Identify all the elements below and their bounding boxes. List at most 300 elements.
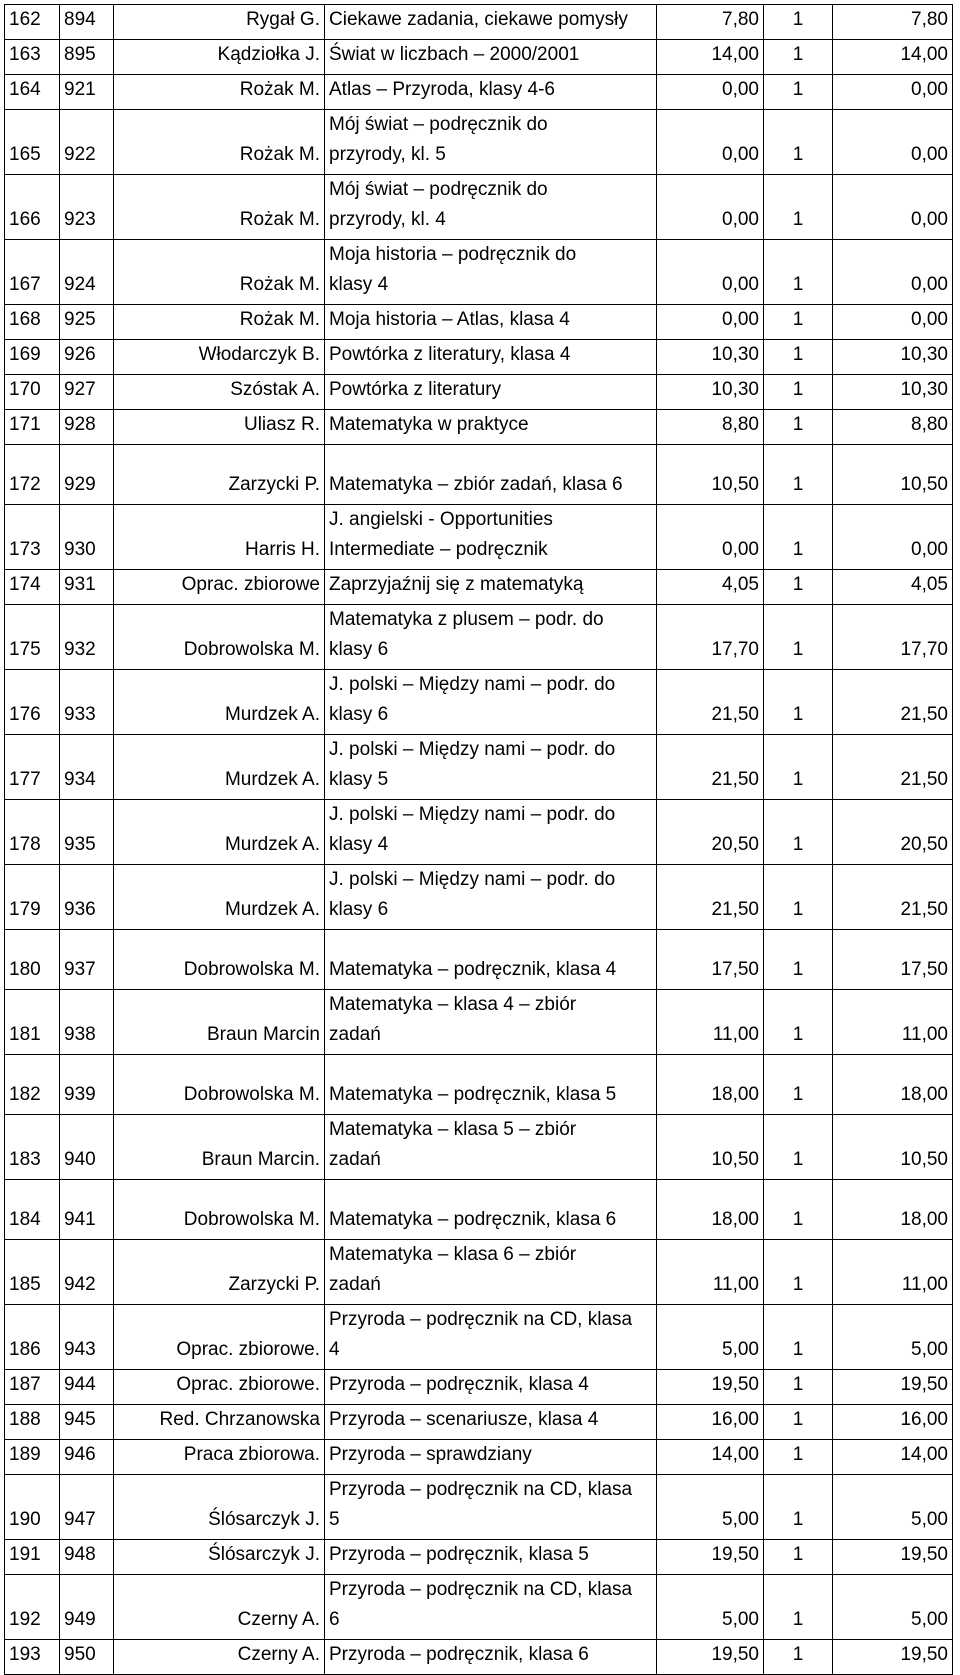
row-title-line: klasy 5 xyxy=(329,769,389,790)
row-title-cell xyxy=(325,5,657,40)
row-author-cell: Red. Chrzanowska xyxy=(114,1405,325,1440)
row-author-cell: Uliasz R. xyxy=(114,410,325,445)
row-lp-cell: 167 xyxy=(5,240,60,305)
row-price-cell: 11,00 xyxy=(657,1240,764,1305)
row-title-cell xyxy=(325,1370,657,1405)
row-lp-cell: 178 xyxy=(5,800,60,865)
row-price-cell: 5,00 xyxy=(657,1575,764,1640)
row-lp-cell: 180 xyxy=(5,930,60,990)
row-title-cell xyxy=(325,570,657,605)
row-title-cell xyxy=(325,505,657,570)
row-title-line: Przyroda – podręcznik na CD, klasa xyxy=(329,1579,633,1600)
row-value-cell: 17,70 xyxy=(833,605,953,670)
row-quantity-cell: 1 xyxy=(764,1575,833,1640)
row-lp-cell: 172 xyxy=(5,445,60,505)
row-title-cell xyxy=(325,1540,657,1575)
table-row xyxy=(5,1575,953,1640)
row-value-cell: 7,80 xyxy=(833,5,953,40)
row-quantity-cell: 1 xyxy=(764,1055,833,1115)
row-title-cell xyxy=(325,305,657,340)
row-quantity-cell: 1 xyxy=(764,1405,833,1440)
row-author-cell: Włodarczyk B. xyxy=(114,340,325,375)
row-title-line: przyrody, kl. 4 xyxy=(329,209,446,230)
row-title-line: Matematyka – klasa 6 – zbiór xyxy=(329,1244,577,1265)
row-price-cell: 14,00 xyxy=(657,40,764,75)
row-author-cell: Harris H. xyxy=(114,505,325,570)
row-title-line: Matematyka z plusem – podr. do xyxy=(329,609,604,630)
row-title-line: Przyroda – podręcznik, klasa 6 xyxy=(329,1644,589,1665)
row-price-cell: 21,50 xyxy=(657,735,764,800)
row-value-cell: 0,00 xyxy=(833,110,953,175)
row-inventory-number-cell: 937 xyxy=(60,930,114,990)
row-title-line: Przyroda – scenariusze, klasa 4 xyxy=(329,1409,599,1430)
row-inventory-number-cell: 936 xyxy=(60,865,114,930)
row-price-cell: 21,50 xyxy=(657,865,764,930)
row-quantity-cell: 1 xyxy=(764,930,833,990)
row-value-cell: 19,50 xyxy=(833,1640,953,1675)
row-author-cell: Rożak M. xyxy=(114,110,325,175)
row-title-cell xyxy=(325,670,657,735)
row-title-line: Moja historia – podręcznik do xyxy=(329,244,577,265)
row-author-cell: Oprac. zbiorowe. xyxy=(114,1370,325,1405)
row-quantity-cell: 1 xyxy=(764,1115,833,1180)
row-value-cell: 10,30 xyxy=(833,375,953,410)
row-author-cell: Rożak M. xyxy=(114,175,325,240)
row-quantity-cell: 1 xyxy=(764,605,833,670)
table-row xyxy=(5,930,953,990)
row-lp-cell: 183 xyxy=(5,1115,60,1180)
row-title-line: Przyroda – podręcznik na CD, klasa xyxy=(329,1479,633,1500)
row-title-cell xyxy=(325,865,657,930)
row-lp-cell: 164 xyxy=(5,75,60,110)
table-row xyxy=(5,1540,953,1575)
row-title-line: J. polski – Między nami – podr. do xyxy=(329,804,616,825)
row-inventory-number-cell: 932 xyxy=(60,605,114,670)
table-row xyxy=(5,1440,953,1475)
row-author-cell: Czerny A. xyxy=(114,1640,325,1675)
row-lp-cell: 188 xyxy=(5,1405,60,1440)
row-value-cell: 14,00 xyxy=(833,40,953,75)
row-quantity-cell: 1 xyxy=(764,670,833,735)
row-title-line: Mój świat – podręcznik do xyxy=(329,114,548,135)
row-title-cell xyxy=(325,1475,657,1540)
table-row xyxy=(5,1405,953,1440)
row-value-cell: 21,50 xyxy=(833,865,953,930)
row-lp-cell: 170 xyxy=(5,375,60,410)
table-row xyxy=(5,1240,953,1305)
row-author-cell: Dobrowolska M. xyxy=(114,1180,325,1240)
row-lp-cell: 166 xyxy=(5,175,60,240)
row-value-cell: 5,00 xyxy=(833,1575,953,1640)
row-title-cell xyxy=(325,375,657,410)
row-quantity-cell: 1 xyxy=(764,865,833,930)
row-title-line: klasy 4 xyxy=(329,274,389,295)
row-quantity-cell: 1 xyxy=(764,1540,833,1575)
row-title-line: Matematyka – podręcznik, klasa 5 xyxy=(329,1084,617,1105)
row-title-cell xyxy=(325,410,657,445)
row-value-cell: 17,50 xyxy=(833,930,953,990)
row-value-cell: 16,00 xyxy=(833,1405,953,1440)
row-quantity-cell: 1 xyxy=(764,110,833,175)
row-title-cell xyxy=(325,175,657,240)
row-author-cell: Rożak M. xyxy=(114,240,325,305)
row-price-cell: 0,00 xyxy=(657,240,764,305)
row-inventory-number-cell: 943 xyxy=(60,1305,114,1370)
row-author-cell: Braun Marcin xyxy=(114,990,325,1055)
row-author-cell: Dobrowolska M. xyxy=(114,1055,325,1115)
row-author-cell: Oprac. zbiorowe. xyxy=(114,1305,325,1370)
inventory-table-body xyxy=(5,5,953,1675)
row-price-cell: 19,50 xyxy=(657,1540,764,1575)
row-quantity-cell: 1 xyxy=(764,340,833,375)
row-inventory-number-cell: 947 xyxy=(60,1475,114,1540)
row-title-line: J. polski – Między nami – podr. do xyxy=(329,869,616,890)
row-value-cell: 19,50 xyxy=(833,1540,953,1575)
row-price-cell: 10,50 xyxy=(657,1115,764,1180)
row-price-cell: 0,00 xyxy=(657,75,764,110)
row-inventory-number-cell: 933 xyxy=(60,670,114,735)
row-lp-cell: 162 xyxy=(5,5,60,40)
row-price-cell: 0,00 xyxy=(657,505,764,570)
row-lp-cell: 171 xyxy=(5,410,60,445)
row-value-cell: 0,00 xyxy=(833,505,953,570)
row-value-cell: 5,00 xyxy=(833,1305,953,1370)
row-inventory-number-cell: 925 xyxy=(60,305,114,340)
row-inventory-number-cell: 948 xyxy=(60,1540,114,1575)
row-lp-cell: 173 xyxy=(5,505,60,570)
row-author-cell: Murdzek A. xyxy=(114,670,325,735)
row-quantity-cell: 1 xyxy=(764,1305,833,1370)
row-price-cell: 10,30 xyxy=(657,375,764,410)
row-quantity-cell: 1 xyxy=(764,175,833,240)
table-row xyxy=(5,75,953,110)
row-title-line: Matematyka – klasa 5 – zbiór xyxy=(329,1119,577,1140)
row-quantity-cell: 1 xyxy=(764,735,833,800)
row-title-line: Matematyka – zbiór zadań, klasa 6 xyxy=(329,474,623,495)
row-price-cell: 0,00 xyxy=(657,110,764,175)
row-price-cell: 18,00 xyxy=(657,1180,764,1240)
row-title-line: J. polski – Między nami – podr. do xyxy=(329,674,616,695)
row-price-cell: 19,50 xyxy=(657,1370,764,1405)
row-value-cell: 18,00 xyxy=(833,1055,953,1115)
row-title-line: J. angielski - Opportunities xyxy=(329,509,553,530)
row-value-cell: 11,00 xyxy=(833,990,953,1055)
table-row xyxy=(5,375,953,410)
row-lp-cell: 187 xyxy=(5,1370,60,1405)
row-title-cell xyxy=(325,1405,657,1440)
row-inventory-number-cell: 945 xyxy=(60,1405,114,1440)
row-inventory-number-cell: 946 xyxy=(60,1440,114,1475)
row-author-cell: Ślósarczyk J. xyxy=(114,1475,325,1540)
table-row xyxy=(5,340,953,375)
row-title-cell xyxy=(325,1240,657,1305)
row-title-cell xyxy=(325,990,657,1055)
row-lp-cell: 169 xyxy=(5,340,60,375)
row-inventory-number-cell: 928 xyxy=(60,410,114,445)
row-inventory-number-cell: 921 xyxy=(60,75,114,110)
row-price-cell: 11,00 xyxy=(657,990,764,1055)
row-title-cell xyxy=(325,40,657,75)
row-title-cell xyxy=(325,1180,657,1240)
row-title-cell xyxy=(325,1640,657,1675)
row-title-line: klasy 6 xyxy=(329,704,389,725)
row-quantity-cell: 1 xyxy=(764,1640,833,1675)
row-quantity-cell: 1 xyxy=(764,75,833,110)
row-inventory-number-cell: 949 xyxy=(60,1575,114,1640)
row-author-cell: Rygał G. xyxy=(114,5,325,40)
table-row xyxy=(5,990,953,1055)
row-value-cell: 0,00 xyxy=(833,75,953,110)
row-author-cell: Kądziołka J. xyxy=(114,40,325,75)
row-author-cell: Dobrowolska M. xyxy=(114,605,325,670)
row-inventory-number-cell: 939 xyxy=(60,1055,114,1115)
row-inventory-number-cell: 927 xyxy=(60,375,114,410)
row-inventory-number-cell: 923 xyxy=(60,175,114,240)
row-title-cell xyxy=(325,1440,657,1475)
row-price-cell: 18,00 xyxy=(657,1055,764,1115)
row-title-line: Atlas – Przyroda, klasy 4-6 xyxy=(329,79,555,100)
row-title-cell xyxy=(325,75,657,110)
row-value-cell: 11,00 xyxy=(833,1240,953,1305)
row-inventory-number-cell: 944 xyxy=(60,1370,114,1405)
row-title-cell xyxy=(325,930,657,990)
row-lp-cell: 184 xyxy=(5,1180,60,1240)
row-quantity-cell: 1 xyxy=(764,1370,833,1405)
row-author-cell: Murdzek A. xyxy=(114,800,325,865)
row-lp-cell: 175 xyxy=(5,605,60,670)
row-title-cell xyxy=(325,735,657,800)
row-value-cell: 0,00 xyxy=(833,175,953,240)
row-author-cell: Murdzek A. xyxy=(114,735,325,800)
row-quantity-cell: 1 xyxy=(764,305,833,340)
row-inventory-number-cell: 930 xyxy=(60,505,114,570)
row-value-cell: 20,50 xyxy=(833,800,953,865)
table-row xyxy=(5,410,953,445)
row-title-line: Przyroda – podręcznik, klasa 5 xyxy=(329,1544,589,1565)
table-row xyxy=(5,1640,953,1675)
row-value-cell: 5,00 xyxy=(833,1475,953,1540)
row-title-line: klasy 6 xyxy=(329,899,389,920)
table-row xyxy=(5,40,953,75)
row-price-cell: 10,50 xyxy=(657,445,764,505)
row-price-cell: 19,50 xyxy=(657,1640,764,1675)
row-inventory-number-cell: 950 xyxy=(60,1640,114,1675)
table-row xyxy=(5,240,953,305)
row-quantity-cell: 1 xyxy=(764,570,833,605)
row-author-cell: Rożak M. xyxy=(114,75,325,110)
row-title-line: Przyroda – podręcznik na CD, klasa xyxy=(329,1309,633,1330)
row-price-cell: 14,00 xyxy=(657,1440,764,1475)
row-price-cell: 5,00 xyxy=(657,1305,764,1370)
row-author-cell: Zarzycki P. xyxy=(114,445,325,505)
inventory-table xyxy=(4,4,953,1675)
row-title-line: zadań xyxy=(329,1024,381,1045)
row-quantity-cell: 1 xyxy=(764,1475,833,1540)
table-row xyxy=(5,5,953,40)
row-price-cell: 17,50 xyxy=(657,930,764,990)
row-quantity-cell: 1 xyxy=(764,990,833,1055)
row-title-line: Świat w liczbach – 2000/2001 xyxy=(329,44,580,65)
row-inventory-number-cell: 929 xyxy=(60,445,114,505)
row-quantity-cell: 1 xyxy=(764,800,833,865)
row-price-cell: 16,00 xyxy=(657,1405,764,1440)
row-price-cell: 0,00 xyxy=(657,305,764,340)
row-author-cell: Zarzycki P. xyxy=(114,1240,325,1305)
table-row xyxy=(5,445,953,505)
row-inventory-number-cell: 894 xyxy=(60,5,114,40)
row-price-cell: 8,80 xyxy=(657,410,764,445)
row-title-cell xyxy=(325,1115,657,1180)
row-value-cell: 10,50 xyxy=(833,1115,953,1180)
row-quantity-cell: 1 xyxy=(764,1440,833,1475)
row-lp-cell: 176 xyxy=(5,670,60,735)
table-row xyxy=(5,110,953,175)
row-lp-cell: 181 xyxy=(5,990,60,1055)
row-title-cell xyxy=(325,240,657,305)
row-author-cell: Praca zbiorowa. xyxy=(114,1440,325,1475)
row-quantity-cell: 1 xyxy=(764,1240,833,1305)
row-price-cell: 20,50 xyxy=(657,800,764,865)
row-title-cell xyxy=(325,1055,657,1115)
row-title-line: Matematyka – klasa 4 – zbiór xyxy=(329,994,577,1015)
table-row xyxy=(5,570,953,605)
table-row xyxy=(5,1115,953,1180)
row-quantity-cell: 1 xyxy=(764,505,833,570)
row-author-cell: Dobrowolska M. xyxy=(114,930,325,990)
row-title-cell xyxy=(325,800,657,865)
row-title-cell xyxy=(325,1575,657,1640)
row-inventory-number-cell: 924 xyxy=(60,240,114,305)
row-value-cell: 10,30 xyxy=(833,340,953,375)
row-value-cell: 21,50 xyxy=(833,735,953,800)
row-inventory-number-cell: 940 xyxy=(60,1115,114,1180)
row-title-line: Powtórka z literatury xyxy=(329,379,502,400)
row-quantity-cell: 1 xyxy=(764,445,833,505)
row-value-cell: 10,50 xyxy=(833,445,953,505)
row-value-cell: 0,00 xyxy=(833,240,953,305)
row-title-line: przyrody, kl. 5 xyxy=(329,144,446,165)
row-title-line: 6 xyxy=(329,1609,340,1630)
row-title-line: zadań xyxy=(329,1149,381,1170)
row-price-cell: 10,30 xyxy=(657,340,764,375)
row-value-cell: 8,80 xyxy=(833,410,953,445)
row-title-line: Powtórka z literatury, klasa 4 xyxy=(329,344,571,365)
row-inventory-number-cell: 938 xyxy=(60,990,114,1055)
table-row xyxy=(5,735,953,800)
table-row xyxy=(5,1305,953,1370)
row-title-line: Matematyka w praktyce xyxy=(329,414,529,435)
row-title-line: Matematyka – podręcznik, klasa 4 xyxy=(329,959,617,980)
row-author-cell: Oprac. zbiorowe xyxy=(114,570,325,605)
table-row xyxy=(5,1180,953,1240)
row-price-cell: 21,50 xyxy=(657,670,764,735)
table-row xyxy=(5,1475,953,1540)
row-author-cell: Rożak M. xyxy=(114,305,325,340)
row-title-cell xyxy=(325,340,657,375)
row-title-cell xyxy=(325,1305,657,1370)
row-value-cell: 0,00 xyxy=(833,305,953,340)
row-lp-cell: 190 xyxy=(5,1475,60,1540)
row-value-cell: 4,05 xyxy=(833,570,953,605)
row-price-cell: 5,00 xyxy=(657,1475,764,1540)
table-row xyxy=(5,175,953,240)
row-inventory-number-cell: 922 xyxy=(60,110,114,175)
row-price-cell: 0,00 xyxy=(657,175,764,240)
row-lp-cell: 193 xyxy=(5,1640,60,1675)
row-value-cell: 18,00 xyxy=(833,1180,953,1240)
row-quantity-cell: 1 xyxy=(764,40,833,75)
row-lp-cell: 191 xyxy=(5,1540,60,1575)
row-title-line: Przyroda – podręcznik, klasa 4 xyxy=(329,1374,589,1395)
row-title-line: zadań xyxy=(329,1274,381,1295)
row-title-line: Przyroda – sprawdziany xyxy=(329,1444,532,1465)
row-quantity-cell: 1 xyxy=(764,375,833,410)
row-value-cell: 14,00 xyxy=(833,1440,953,1475)
table-row xyxy=(5,800,953,865)
row-author-cell: Murdzek A. xyxy=(114,865,325,930)
row-lp-cell: 168 xyxy=(5,305,60,340)
row-quantity-cell: 1 xyxy=(764,240,833,305)
table-row xyxy=(5,505,953,570)
row-inventory-number-cell: 942 xyxy=(60,1240,114,1305)
row-price-cell: 7,80 xyxy=(657,5,764,40)
row-author-cell: Szóstak A. xyxy=(114,375,325,410)
row-lp-cell: 182 xyxy=(5,1055,60,1115)
row-lp-cell: 177 xyxy=(5,735,60,800)
row-title-line: Ciekawe zadania, ciekawe pomysły xyxy=(329,9,628,30)
row-inventory-number-cell: 895 xyxy=(60,40,114,75)
row-inventory-number-cell: 935 xyxy=(60,800,114,865)
row-value-cell: 19,50 xyxy=(833,1370,953,1405)
row-lp-cell: 174 xyxy=(5,570,60,605)
row-value-cell: 21,50 xyxy=(833,670,953,735)
row-title-line: Matematyka – podręcznik, klasa 6 xyxy=(329,1209,617,1230)
row-lp-cell: 163 xyxy=(5,40,60,75)
row-title-line: 4 xyxy=(329,1339,340,1360)
row-author-cell: Czerny A. xyxy=(114,1575,325,1640)
table-row xyxy=(5,305,953,340)
row-lp-cell: 185 xyxy=(5,1240,60,1305)
table-row xyxy=(5,605,953,670)
row-price-cell: 17,70 xyxy=(657,605,764,670)
row-title-line: Mój świat – podręcznik do xyxy=(329,179,548,200)
row-author-cell: Braun Marcin. xyxy=(114,1115,325,1180)
row-title-line: Moja historia – Atlas, klasa 4 xyxy=(329,309,570,330)
row-inventory-number-cell: 926 xyxy=(60,340,114,375)
row-lp-cell: 189 xyxy=(5,1440,60,1475)
table-row xyxy=(5,1370,953,1405)
row-title-line: klasy 4 xyxy=(329,834,389,855)
row-title-line: Intermediate – podręcznik xyxy=(329,539,548,560)
row-title-cell xyxy=(325,110,657,175)
row-inventory-number-cell: 941 xyxy=(60,1180,114,1240)
row-quantity-cell: 1 xyxy=(764,1180,833,1240)
row-quantity-cell: 1 xyxy=(764,5,833,40)
row-author-cell: Ślósarczyk J. xyxy=(114,1540,325,1575)
row-price-cell: 4,05 xyxy=(657,570,764,605)
table-row xyxy=(5,670,953,735)
table-row xyxy=(5,1055,953,1115)
row-title-line: klasy 6 xyxy=(329,639,389,660)
row-lp-cell: 192 xyxy=(5,1575,60,1640)
row-title-cell xyxy=(325,445,657,505)
row-quantity-cell: 1 xyxy=(764,410,833,445)
row-inventory-number-cell: 931 xyxy=(60,570,114,605)
row-title-line: 5 xyxy=(329,1509,340,1530)
row-lp-cell: 186 xyxy=(5,1305,60,1370)
row-title-line: Zaprzyjaźnij się z matematyką xyxy=(329,574,584,595)
row-lp-cell: 165 xyxy=(5,110,60,175)
